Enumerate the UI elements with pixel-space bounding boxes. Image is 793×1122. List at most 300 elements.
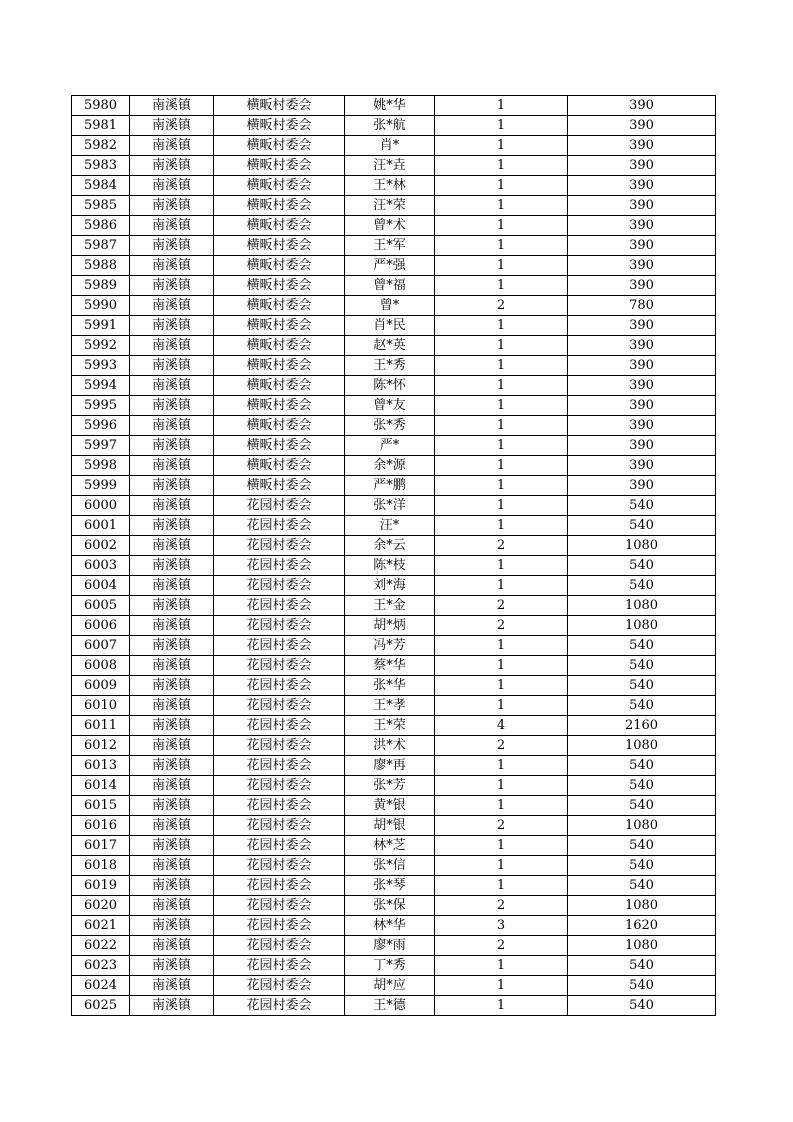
table-row [72, 916, 716, 936]
town-cell: 南溪镇 [130, 676, 214, 696]
row-number-cell: 5992 [72, 336, 130, 356]
row-number-cell: 6015 [72, 796, 130, 816]
table-row [72, 896, 716, 916]
count-cell: 1 [435, 376, 568, 396]
table-row [72, 316, 716, 336]
amount-cell: 390 [568, 336, 716, 356]
row-number-cell: 6004 [72, 576, 130, 596]
table-row [72, 136, 716, 156]
row-number-cell: 5995 [72, 396, 130, 416]
village-committee-cell: 花园村委会 [214, 816, 345, 836]
table-row [72, 536, 716, 556]
village-committee-cell: 横畈村委会 [214, 256, 345, 276]
name-cell: 丁*秀 [345, 956, 435, 976]
amount-cell: 1080 [568, 816, 716, 836]
amount-cell: 1080 [568, 616, 716, 636]
table-row [72, 736, 716, 756]
count-cell: 1 [435, 236, 568, 256]
row-number-cell: 5989 [72, 276, 130, 296]
name-cell: 严* [345, 436, 435, 456]
name-cell: 胡*应 [345, 976, 435, 996]
name-cell: 王*孝 [345, 696, 435, 716]
row-number-cell: 6001 [72, 516, 130, 536]
town-cell: 南溪镇 [130, 556, 214, 576]
amount-cell: 540 [568, 676, 716, 696]
table-row [72, 996, 716, 1016]
village-committee-cell: 花园村委会 [214, 976, 345, 996]
amount-cell: 540 [568, 856, 716, 876]
name-cell: 严*鹏 [345, 476, 435, 496]
amount-cell: 1080 [568, 736, 716, 756]
town-cell: 南溪镇 [130, 316, 214, 336]
count-cell: 1 [435, 196, 568, 216]
name-cell: 廖*再 [345, 756, 435, 776]
row-number-cell: 6006 [72, 616, 130, 636]
count-cell: 1 [435, 636, 568, 656]
name-cell: 陈*枝 [345, 556, 435, 576]
town-cell: 南溪镇 [130, 236, 214, 256]
amount-cell: 2160 [568, 716, 716, 736]
village-committee-cell: 横畈村委会 [214, 116, 345, 136]
village-committee-cell: 花园村委会 [214, 876, 345, 896]
town-cell: 南溪镇 [130, 796, 214, 816]
town-cell: 南溪镇 [130, 336, 214, 356]
name-cell: 姚*华 [345, 96, 435, 116]
town-cell: 南溪镇 [130, 116, 214, 136]
table-row [72, 396, 716, 416]
name-cell: 张*航 [345, 116, 435, 136]
table-row [72, 656, 716, 676]
amount-cell: 390 [568, 416, 716, 436]
row-number-cell: 5990 [72, 296, 130, 316]
name-cell: 胡*炳 [345, 616, 435, 636]
row-number-cell: 5999 [72, 476, 130, 496]
data-table [71, 95, 716, 1016]
table-row [72, 636, 716, 656]
row-number-cell: 5993 [72, 356, 130, 376]
name-cell: 林*芝 [345, 836, 435, 856]
amount-cell: 540 [568, 996, 716, 1016]
count-cell: 1 [435, 576, 568, 596]
table-row [72, 356, 716, 376]
table-row [72, 856, 716, 876]
town-cell: 南溪镇 [130, 136, 214, 156]
row-number-cell: 6000 [72, 496, 130, 516]
town-cell: 南溪镇 [130, 736, 214, 756]
town-cell: 南溪镇 [130, 536, 214, 556]
town-cell: 南溪镇 [130, 456, 214, 476]
village-committee-cell: 花园村委会 [214, 916, 345, 936]
row-number-cell: 6008 [72, 656, 130, 676]
amount-cell: 390 [568, 136, 716, 156]
count-cell: 1 [435, 216, 568, 236]
name-cell: 洪*术 [345, 736, 435, 756]
count-cell: 2 [435, 736, 568, 756]
village-committee-cell: 花园村委会 [214, 756, 345, 776]
table-row [72, 156, 716, 176]
town-cell: 南溪镇 [130, 436, 214, 456]
row-number-cell: 6011 [72, 716, 130, 736]
count-cell: 1 [435, 976, 568, 996]
amount-cell: 390 [568, 376, 716, 396]
row-number-cell: 6009 [72, 676, 130, 696]
row-number-cell: 5982 [72, 136, 130, 156]
amount-cell: 390 [568, 396, 716, 416]
village-committee-cell: 横畈村委会 [214, 136, 345, 156]
amount-cell: 390 [568, 96, 716, 116]
table-row [72, 956, 716, 976]
amount-cell: 540 [568, 876, 716, 896]
name-cell: 曾*术 [345, 216, 435, 236]
table-row [72, 816, 716, 836]
amount-cell: 540 [568, 576, 716, 596]
village-committee-cell: 横畈村委会 [214, 376, 345, 396]
amount-cell: 540 [568, 976, 716, 996]
row-number-cell: 6024 [72, 976, 130, 996]
name-cell: 张*保 [345, 896, 435, 916]
count-cell: 1 [435, 396, 568, 416]
village-committee-cell: 横畈村委会 [214, 456, 345, 476]
town-cell: 南溪镇 [130, 816, 214, 836]
count-cell: 2 [435, 536, 568, 556]
name-cell: 王*荣 [345, 716, 435, 736]
amount-cell: 390 [568, 216, 716, 236]
name-cell: 王*德 [345, 996, 435, 1016]
row-number-cell: 5986 [72, 216, 130, 236]
table-row [72, 516, 716, 536]
row-number-cell: 5983 [72, 156, 130, 176]
name-cell: 黄*银 [345, 796, 435, 816]
name-cell: 廖*雨 [345, 936, 435, 956]
count-cell: 1 [435, 656, 568, 676]
row-number-cell: 5984 [72, 176, 130, 196]
count-cell: 1 [435, 776, 568, 796]
name-cell: 张*芳 [345, 776, 435, 796]
amount-cell: 390 [568, 196, 716, 216]
table-row [72, 456, 716, 476]
amount-cell: 780 [568, 296, 716, 316]
table-row [72, 756, 716, 776]
amount-cell: 390 [568, 316, 716, 336]
name-cell: 陈*怀 [345, 376, 435, 396]
amount-cell: 540 [568, 496, 716, 516]
village-committee-cell: 花园村委会 [214, 536, 345, 556]
count-cell: 2 [435, 596, 568, 616]
name-cell: 余*云 [345, 536, 435, 556]
table-row [72, 576, 716, 596]
name-cell: 王*秀 [345, 356, 435, 376]
village-committee-cell: 花园村委会 [214, 856, 345, 876]
town-cell: 南溪镇 [130, 376, 214, 396]
town-cell: 南溪镇 [130, 176, 214, 196]
village-committee-cell: 横畈村委会 [214, 156, 345, 176]
row-number-cell: 5980 [72, 96, 130, 116]
town-cell: 南溪镇 [130, 976, 214, 996]
town-cell: 南溪镇 [130, 756, 214, 776]
village-committee-cell: 花园村委会 [214, 516, 345, 536]
town-cell: 南溪镇 [130, 96, 214, 116]
name-cell: 曾* [345, 296, 435, 316]
village-committee-cell: 横畈村委会 [214, 96, 345, 116]
count-cell: 1 [435, 876, 568, 896]
count-cell: 2 [435, 616, 568, 636]
town-cell: 南溪镇 [130, 656, 214, 676]
table-row [72, 976, 716, 996]
amount-cell: 540 [568, 796, 716, 816]
table-row [72, 556, 716, 576]
village-committee-cell: 花园村委会 [214, 596, 345, 616]
amount-cell: 390 [568, 276, 716, 296]
count-cell: 1 [435, 136, 568, 156]
count-cell: 1 [435, 476, 568, 496]
count-cell: 1 [435, 996, 568, 1016]
town-cell: 南溪镇 [130, 856, 214, 876]
amount-cell: 390 [568, 436, 716, 456]
amount-cell: 1080 [568, 896, 716, 916]
town-cell: 南溪镇 [130, 356, 214, 376]
row-number-cell: 6012 [72, 736, 130, 756]
town-cell: 南溪镇 [130, 596, 214, 616]
table-row [72, 776, 716, 796]
name-cell: 肖* [345, 136, 435, 156]
row-number-cell: 6010 [72, 696, 130, 716]
count-cell: 1 [435, 356, 568, 376]
village-committee-cell: 花园村委会 [214, 696, 345, 716]
count-cell: 2 [435, 296, 568, 316]
name-cell: 肖*民 [345, 316, 435, 336]
table-row [72, 716, 716, 736]
town-cell: 南溪镇 [130, 496, 214, 516]
count-cell: 1 [435, 436, 568, 456]
count-cell: 1 [435, 156, 568, 176]
name-cell: 严*强 [345, 256, 435, 276]
village-committee-cell: 花园村委会 [214, 836, 345, 856]
row-number-cell: 6007 [72, 636, 130, 656]
name-cell: 冯*芳 [345, 636, 435, 656]
amount-cell: 540 [568, 756, 716, 776]
town-cell: 南溪镇 [130, 636, 214, 656]
town-cell: 南溪镇 [130, 936, 214, 956]
village-committee-cell: 花园村委会 [214, 716, 345, 736]
count-cell: 1 [435, 456, 568, 476]
village-committee-cell: 横畈村委会 [214, 216, 345, 236]
table-row [72, 416, 716, 436]
village-committee-cell: 横畈村委会 [214, 176, 345, 196]
amount-cell: 390 [568, 456, 716, 476]
row-number-cell: 6022 [72, 936, 130, 956]
table-row [72, 216, 716, 236]
name-cell: 曾*友 [345, 396, 435, 416]
amount-cell: 1080 [568, 536, 716, 556]
count-cell: 1 [435, 176, 568, 196]
count-cell: 1 [435, 676, 568, 696]
table-row [72, 336, 716, 356]
table-row [72, 616, 716, 636]
row-number-cell: 6014 [72, 776, 130, 796]
town-cell: 南溪镇 [130, 396, 214, 416]
count-cell: 1 [435, 116, 568, 136]
town-cell: 南溪镇 [130, 996, 214, 1016]
town-cell: 南溪镇 [130, 476, 214, 496]
count-cell: 1 [435, 836, 568, 856]
table-row [72, 436, 716, 456]
village-committee-cell: 花园村委会 [214, 576, 345, 596]
town-cell: 南溪镇 [130, 276, 214, 296]
village-committee-cell: 花园村委会 [214, 736, 345, 756]
town-cell: 南溪镇 [130, 576, 214, 596]
village-committee-cell: 花园村委会 [214, 996, 345, 1016]
town-cell: 南溪镇 [130, 256, 214, 276]
row-number-cell: 6005 [72, 596, 130, 616]
name-cell: 蔡*华 [345, 656, 435, 676]
village-committee-cell: 花园村委会 [214, 956, 345, 976]
count-cell: 1 [435, 416, 568, 436]
name-cell: 张*琴 [345, 876, 435, 896]
village-committee-cell: 横畈村委会 [214, 356, 345, 376]
town-cell: 南溪镇 [130, 776, 214, 796]
row-number-cell: 6025 [72, 996, 130, 1016]
amount-cell: 540 [568, 776, 716, 796]
count-cell: 1 [435, 336, 568, 356]
name-cell: 曾*福 [345, 276, 435, 296]
amount-cell: 390 [568, 176, 716, 196]
row-number-cell: 6023 [72, 956, 130, 976]
village-committee-cell: 横畈村委会 [214, 436, 345, 456]
row-number-cell: 5997 [72, 436, 130, 456]
town-cell: 南溪镇 [130, 836, 214, 856]
town-cell: 南溪镇 [130, 516, 214, 536]
row-number-cell: 6013 [72, 756, 130, 776]
table-row [72, 176, 716, 196]
name-cell: 汪*垚 [345, 156, 435, 176]
town-cell: 南溪镇 [130, 216, 214, 236]
town-cell: 南溪镇 [130, 296, 214, 316]
table-row [72, 256, 716, 276]
table-row [72, 496, 716, 516]
table-row [72, 936, 716, 956]
village-committee-cell: 横畈村委会 [214, 236, 345, 256]
table-row [72, 376, 716, 396]
amount-cell: 540 [568, 836, 716, 856]
village-committee-cell: 花园村委会 [214, 936, 345, 956]
amount-cell: 390 [568, 356, 716, 376]
name-cell: 余*源 [345, 456, 435, 476]
amount-cell: 540 [568, 696, 716, 716]
name-cell: 王*金 [345, 596, 435, 616]
table-row [72, 596, 716, 616]
table-row [72, 696, 716, 716]
table-row [72, 876, 716, 896]
town-cell: 南溪镇 [130, 696, 214, 716]
name-cell: 林*华 [345, 916, 435, 936]
count-cell: 2 [435, 816, 568, 836]
village-committee-cell: 花园村委会 [214, 556, 345, 576]
count-cell: 4 [435, 716, 568, 736]
village-committee-cell: 花园村委会 [214, 616, 345, 636]
name-cell: 汪* [345, 516, 435, 536]
count-cell: 1 [435, 556, 568, 576]
count-cell: 1 [435, 856, 568, 876]
amount-cell: 540 [568, 556, 716, 576]
town-cell: 南溪镇 [130, 156, 214, 176]
table-row [72, 476, 716, 496]
row-number-cell: 6020 [72, 896, 130, 916]
row-number-cell: 5988 [72, 256, 130, 276]
village-committee-cell: 横畈村委会 [214, 476, 345, 496]
row-number-cell: 5996 [72, 416, 130, 436]
table-row [72, 276, 716, 296]
row-number-cell: 6003 [72, 556, 130, 576]
village-committee-cell: 花园村委会 [214, 796, 345, 816]
count-cell: 1 [435, 956, 568, 976]
town-cell: 南溪镇 [130, 876, 214, 896]
row-number-cell: 6019 [72, 876, 130, 896]
name-cell: 王*林 [345, 176, 435, 196]
amount-cell: 390 [568, 156, 716, 176]
table-row [72, 96, 716, 116]
village-committee-cell: 横畈村委会 [214, 336, 345, 356]
row-number-cell: 6021 [72, 916, 130, 936]
town-cell: 南溪镇 [130, 416, 214, 436]
village-committee-cell: 花园村委会 [214, 656, 345, 676]
count-cell: 2 [435, 936, 568, 956]
name-cell: 张*信 [345, 856, 435, 876]
count-cell: 1 [435, 756, 568, 776]
village-committee-cell: 横畈村委会 [214, 296, 345, 316]
name-cell: 张*洋 [345, 496, 435, 516]
village-committee-cell: 花园村委会 [214, 676, 345, 696]
count-cell: 1 [435, 696, 568, 716]
count-cell: 1 [435, 96, 568, 116]
name-cell: 张*秀 [345, 416, 435, 436]
name-cell: 王*军 [345, 236, 435, 256]
village-committee-cell: 横畈村委会 [214, 276, 345, 296]
amount-cell: 1080 [568, 596, 716, 616]
town-cell: 南溪镇 [130, 716, 214, 736]
row-number-cell: 5991 [72, 316, 130, 336]
amount-cell: 390 [568, 236, 716, 256]
row-number-cell: 5998 [72, 456, 130, 476]
count-cell: 3 [435, 916, 568, 936]
name-cell: 张*华 [345, 676, 435, 696]
town-cell: 南溪镇 [130, 916, 214, 936]
row-number-cell: 6002 [72, 536, 130, 556]
amount-cell: 390 [568, 116, 716, 136]
row-number-cell: 5981 [72, 116, 130, 136]
row-number-cell: 6017 [72, 836, 130, 856]
row-number-cell: 5987 [72, 236, 130, 256]
count-cell: 1 [435, 256, 568, 276]
row-number-cell: 6016 [72, 816, 130, 836]
amount-cell: 390 [568, 256, 716, 276]
name-cell: 汪*荣 [345, 196, 435, 216]
village-committee-cell: 横畈村委会 [214, 396, 345, 416]
count-cell: 1 [435, 316, 568, 336]
table-row [72, 676, 716, 696]
table-row [72, 196, 716, 216]
table-row [72, 796, 716, 816]
table-row [72, 296, 716, 316]
amount-cell: 540 [568, 656, 716, 676]
table-row [72, 836, 716, 856]
village-committee-cell: 花园村委会 [214, 896, 345, 916]
count-cell: 1 [435, 516, 568, 536]
count-cell: 1 [435, 496, 568, 516]
town-cell: 南溪镇 [130, 956, 214, 976]
table-body [72, 96, 716, 1016]
table-row [72, 236, 716, 256]
town-cell: 南溪镇 [130, 896, 214, 916]
